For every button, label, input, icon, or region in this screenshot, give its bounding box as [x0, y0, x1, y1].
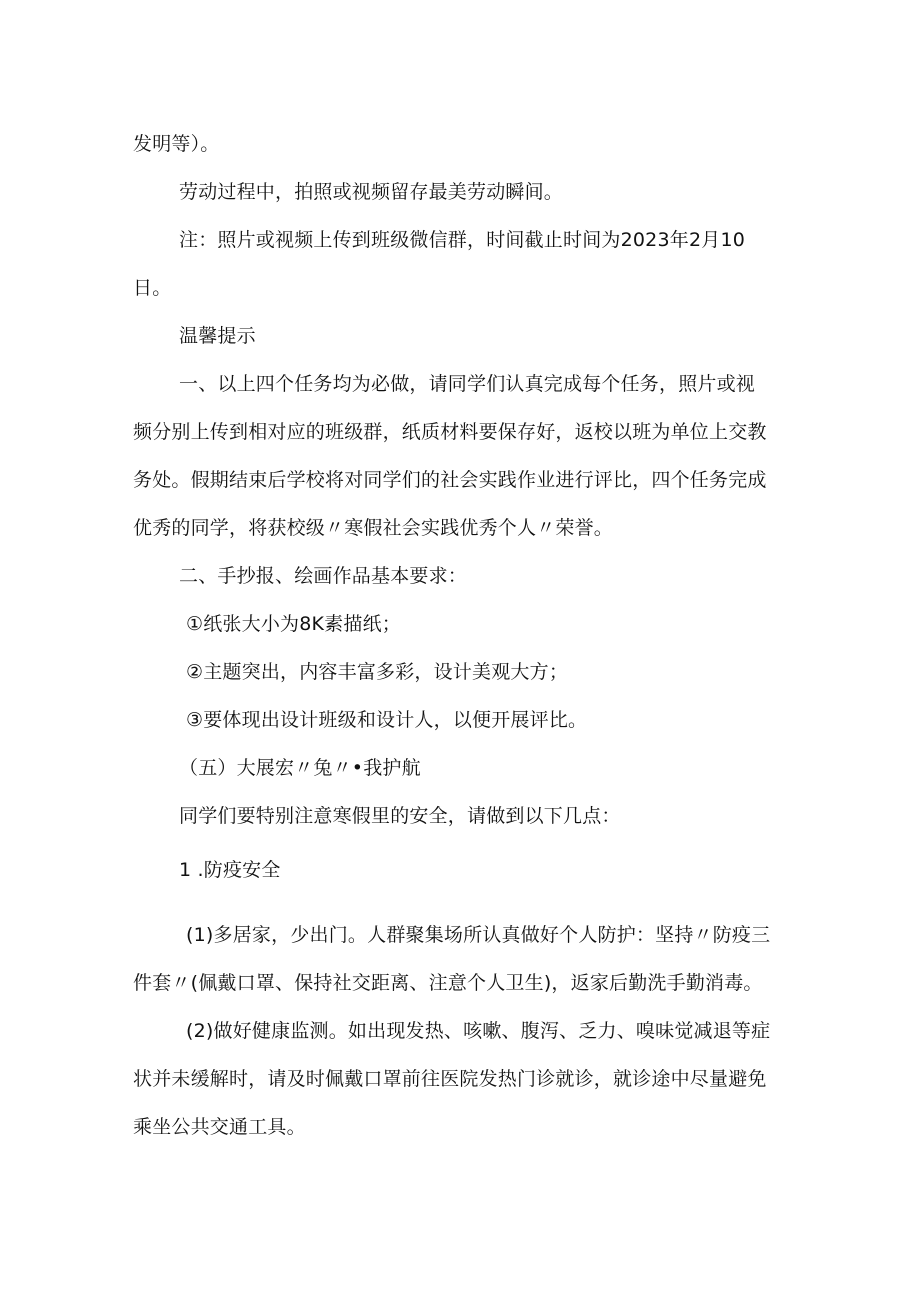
subsection-heading-1: 1 .防疫安全 [179, 859, 281, 881]
text-line-18: 件套〃(佩戴口罩、保持社交距离、注意个人卫生)，返家后勤洗手勤消毒。 [133, 972, 763, 994]
text-line-2: 劳动过程中，拍照或视频留存最美劳动瞬间。 [179, 181, 564, 203]
text-line-8: 务处。假期结束后学校将对同学们的社会实践作业进行评比，四个任务完成 [133, 469, 767, 491]
section-heading-5: （五）大展宏〃兔〃•我护航 [179, 757, 421, 779]
text-line-19: (2)做好健康监测。如出现发热、咳嗽、腹泻、乏力、嗅味觉减退等症 [186, 1020, 771, 1042]
text-line-21: 乘坐公共交通工具。 [133, 1116, 306, 1138]
text-line-3: 注：照片或视频上传到班级微信群，时间截止时间为2023年2月10 [179, 229, 746, 251]
list-item-2: ②主题突出，内容丰富多彩，设计美观大方； [186, 661, 569, 683]
section-heading-tips: 温馨提示 [179, 325, 256, 347]
list-item-1: ①纸张大小为8K素描纸； [186, 613, 401, 635]
text-line-7: 频分别上传到相对应的班级群，纸质材料要保存好，返校以班为单位上交教 [133, 421, 767, 443]
text-line-9: 优秀的同学，将获校级〃寒假社会实践优秀个人〃荣誉。 [133, 517, 614, 539]
text-line-17: (1)多居家，少出门。人群聚集场所认真做好个人防护：坚持〃防疫三 [186, 924, 771, 946]
text-line-4: 日。 [133, 277, 172, 299]
list-item-3: ③要体现出设计班级和设计人，以便开展评比。 [186, 709, 588, 731]
text-line-20: 状并未缓解时，请及时佩戴口罩前往医院发热门诊就诊，就诊途中尽量避免 [133, 1068, 767, 1090]
text-line-6: 一、以上四个任务均为必做，请同学们认真完成每个任务，照片或视 [179, 373, 756, 395]
text-line-10: 二、手抄报、绘画作品基本要求： [179, 565, 468, 587]
text-line-15: 同学们要特别注意寒假里的安全，请做到以下几点： [179, 805, 621, 827]
text-line-1: 发明等）。 [133, 133, 220, 155]
